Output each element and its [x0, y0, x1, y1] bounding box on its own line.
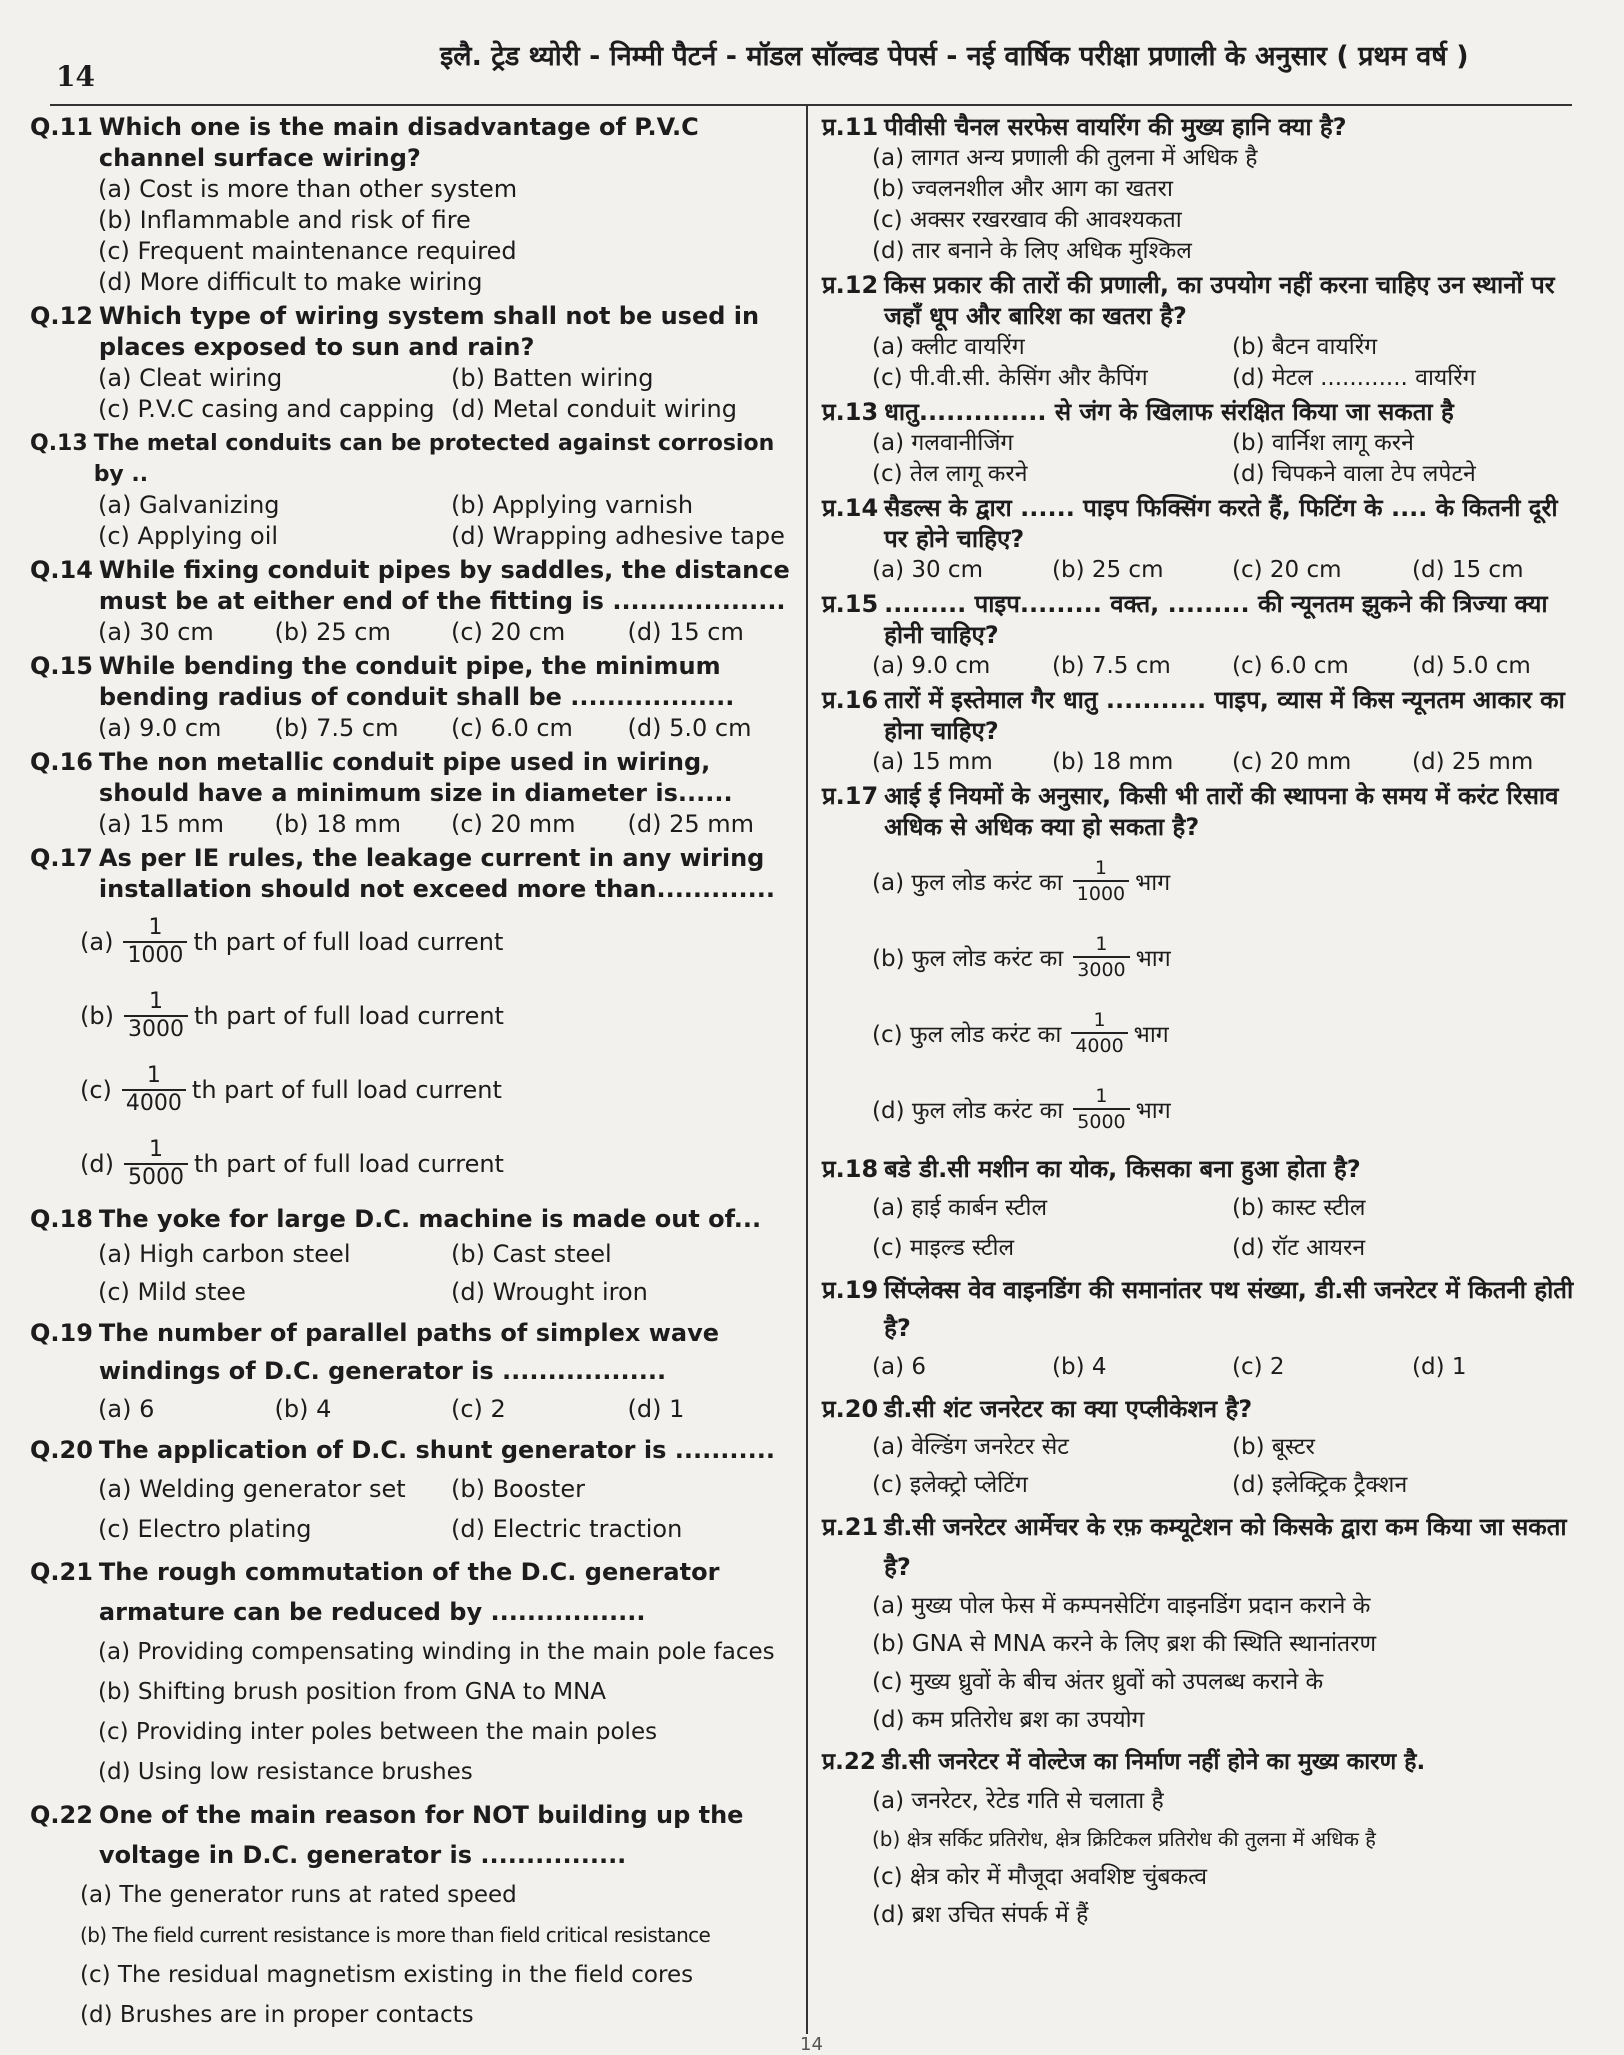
option-suffix: भाग	[1135, 870, 1171, 896]
option-c: (c) Providing inter poles between the main poles	[98, 1719, 658, 1745]
hindi-question-19	[822, 1271, 1582, 1387]
option-a: (a) 15 mm	[872, 749, 993, 775]
option-label: (c)	[80, 1076, 112, 1104]
option-b	[872, 919, 1582, 995]
option-b	[80, 979, 794, 1053]
fraction-denominator: 4000	[122, 1089, 186, 1117]
option-c: (c) 6.0 cm	[451, 714, 573, 742]
option-b: (b) 4	[274, 1395, 332, 1423]
option-label: (d)	[80, 1150, 114, 1178]
option-b: (b) Inflammable and risk of fire	[98, 206, 471, 234]
option-a: (a) हाई कार्बन स्टील	[872, 1195, 1048, 1221]
option-c: (c) माइल्ड स्टील	[872, 1235, 1015, 1261]
question-number: Q.20	[30, 1436, 93, 1464]
fraction-denominator: 4000	[1071, 1032, 1127, 1058]
option-d: (d) 1	[627, 1395, 685, 1423]
option-d	[872, 1071, 1582, 1147]
option-suffix: भाग	[1135, 1098, 1171, 1124]
fraction-numerator: 1	[1093, 1009, 1106, 1031]
option-a: (a) लागत अन्य प्रणाली की तुलना में अधिक है	[872, 145, 1258, 171]
question-number: प्र.12	[822, 271, 879, 299]
option-d: (d) तार बनाने के लिए अधिक मुश्किल	[872, 238, 1192, 264]
option-c: (c) अक्सर रखरखाव की आवश्यकता	[872, 207, 1182, 233]
option-d: (d) 25 mm	[1412, 749, 1534, 775]
fraction-numerator: 1	[148, 915, 163, 940]
option-d	[80, 1127, 794, 1201]
option-b: (b) Cast steel	[451, 1240, 612, 1268]
option-a: (a) 15 mm	[98, 810, 224, 838]
option-suffix: th part of full load current	[193, 1002, 504, 1030]
option-c: (c) तेल लागू करने	[872, 461, 1028, 487]
question-text: डी.सी शंट जनरेटर का क्या एप्लीकेशन है?	[884, 1395, 1253, 1423]
question-text: सैडल्स के द्वारा ...... पाइप फिक्सिंग करते हैं, फिटिंग के .... के कितनी दूरी पर होने चाहिए?	[884, 494, 1558, 553]
question-text: डी.सी जनरेटर आर्मेचर के रफ़ कम्यूटेशन को किसके द्वारा कम किया जा सकता है?	[884, 1513, 1567, 1581]
page-number: 14	[56, 60, 95, 93]
question-number: प्र.13	[822, 398, 879, 426]
hindi-question-21	[822, 1507, 1582, 1739]
option-suffix: th part of full load current	[193, 928, 504, 956]
option-b: (b) 7.5 cm	[1052, 653, 1171, 679]
question-text: तारों में इस्तेमाल गैर धातु ........... पाइप, व्यास में किस न्यूनतम आकार का होना चाहिए?	[884, 686, 1565, 745]
option-b: (b) 7.5 cm	[274, 714, 399, 742]
option-d: (d) 15 cm	[627, 618, 744, 646]
fraction	[1073, 932, 1129, 982]
option-a: (a) 30 cm	[872, 557, 983, 583]
question-number: Q.19	[30, 1319, 93, 1347]
option-d: (d) ब्रश उचित संपर्क में हैं	[872, 1902, 1089, 1928]
option-b: (b) कास्ट स्टील	[1232, 1195, 1366, 1221]
question-number: प्र.16	[822, 686, 879, 714]
option-c: (c) Electro plating	[98, 1515, 312, 1543]
fraction	[124, 1137, 188, 1191]
option-a: (a) Cleat wiring	[98, 364, 283, 392]
question-number: प्र.14	[822, 494, 879, 522]
option-c: (c) पी.वी.सी. केसिंग और कैपिंग	[872, 365, 1148, 391]
question-text: While fixing conduit pipes by saddles, the distance must be at either end of the fitting is ...................	[98, 556, 790, 615]
option-c: (c) इलेक्ट्रो प्लेटिंग	[872, 1472, 1028, 1498]
question-13	[30, 428, 794, 552]
fraction-numerator: 1	[148, 1137, 163, 1162]
option-a: (a) High carbon steel	[98, 1240, 351, 1268]
question-text: धातु.............. से जंग के खिलाफ संरक्षित किया जा सकता है	[884, 398, 1454, 426]
question-20	[30, 1431, 794, 1549]
option-d: (d) कम प्रतिरोध ब्रश का उपयोग	[872, 1707, 1145, 1733]
option-b: (b) Batten wiring	[451, 364, 654, 392]
question-number: Q.16	[30, 748, 93, 776]
option-d: (d) 5.0 cm	[1412, 653, 1531, 679]
option-a: (a) Welding generator set	[98, 1475, 406, 1503]
question-number: Q.11	[30, 113, 93, 141]
option-suffix: th part of full load current	[191, 1076, 502, 1104]
option-b: (b) 25 cm	[1052, 557, 1164, 583]
option-d: (d) 5.0 cm	[627, 714, 752, 742]
option-d: (d) इलेक्ट्रिक ट्रैक्शन	[1232, 1472, 1408, 1498]
question-text: डी.सी जनरेटर में वोल्टेज का निर्माण नहीं होने का मुख्य कारण है.	[881, 1749, 1426, 1775]
option-b: (b) Applying varnish	[451, 491, 694, 519]
option-b: (b) The field current resistance is more than field critical resistance	[80, 1923, 711, 1947]
option-b: (b) 18 mm	[274, 810, 402, 838]
question-number: प्र.17	[822, 782, 879, 810]
question-number: प्र.18	[822, 1155, 879, 1183]
option-c: (c) P.V.C casing and capping	[98, 395, 435, 423]
question-14	[30, 555, 794, 648]
option-c: (c) 20 mm	[451, 810, 576, 838]
option-d: (d) 1	[1412, 1354, 1467, 1380]
header-rule	[50, 104, 1572, 106]
option-a: (a) 30 cm	[98, 618, 214, 646]
question-text: सिंप्लेक्स वेव वाइनडिंग की समानांतर पथ संख्या, डी.सी जनरेटर में कितनी होती है?	[884, 1276, 1574, 1342]
question-text: While bending the conduit pipe, the minimum bending radius of conduit shall be ..................	[98, 652, 735, 711]
option-c: (c) क्षेत्र कोर में मौजूदा अवशिष्ट चुंबकत्व	[872, 1864, 1208, 1890]
option-d: (d) Wrapping adhesive tape	[451, 522, 785, 550]
question-number: Q.13	[30, 431, 88, 456]
question-number: Q.15	[30, 652, 93, 680]
option-d: (d) मेटल ............ वायरिंग	[1232, 365, 1476, 391]
option-b: (b) 18 mm	[1052, 749, 1174, 775]
fraction	[123, 915, 187, 969]
option-c: (c) Frequent maintenance required	[98, 237, 517, 265]
question-text: The metal conduits can be protected against corrosion by ..	[93, 431, 775, 487]
english-column	[30, 112, 794, 2038]
option-label: (d) फुल लोड करंट का	[872, 1098, 1064, 1124]
hindi-question-13	[822, 397, 1582, 490]
option-b: (b) 4	[1052, 1354, 1107, 1380]
question-text: Which type of wiring system shall not be used in places exposed to sun and rain?	[98, 302, 760, 361]
question-number: प्र.22	[822, 1749, 876, 1775]
question-number: Q.12	[30, 302, 93, 330]
question-number: प्र.11	[822, 113, 879, 141]
question-text: The application of D.C. shunt generator is ...........	[98, 1436, 776, 1464]
option-c: (c) 6.0 cm	[1232, 653, 1349, 679]
option-suffix: th part of full load current	[193, 1150, 504, 1178]
hindi-question-18	[822, 1150, 1582, 1268]
option-a: (a) Providing compensating winding in the main pole faces	[98, 1639, 775, 1665]
question-text: As per IE rules, the leakage current in any wiring installation should not exceed more than.............	[98, 844, 775, 903]
option-d: (d) Electric traction	[451, 1515, 683, 1543]
option-c: (c) Mild stee	[98, 1278, 246, 1306]
question-text: किस प्रकार की तारों की प्रणाली, का उपयोग नहीं करना चाहिए उन स्थानों पर जहाँ धूप और बारिश का खतरा है?	[884, 271, 1555, 330]
option-c	[872, 995, 1582, 1071]
option-d: (d) चिपकने वाला टेप लपेटने	[1232, 461, 1476, 487]
question-text: आई ई नियमों के अनुसार, किसी भी तारों की स्थापना के समय में करंट रिसाव अधिक से अधिक क्या हो सकता है?	[884, 782, 1559, 841]
question-15	[30, 651, 794, 744]
option-a: (a) Galvanizing	[98, 491, 280, 519]
hindi-question-22	[822, 1742, 1582, 1934]
fraction	[1073, 1084, 1129, 1134]
option-b: (b) बैटन वायरिंग	[1232, 334, 1378, 360]
option-d: (d) Wrought iron	[451, 1278, 648, 1306]
fraction-denominator: 5000	[124, 1163, 188, 1191]
option-d: (d) Using low resistance brushes	[98, 1759, 473, 1785]
option-label: (b)	[80, 1002, 114, 1030]
question-text: ......... पाइप......... वक्त, ......... की न्यूनतम झुकने की त्रिज्या क्या होनी चाहिए?	[884, 590, 1548, 649]
option-b: (b) बूस्टर	[1232, 1434, 1315, 1460]
hindi-question-15	[822, 589, 1582, 682]
question-text: One of the main reason for NOT building up the voltage in D.C. generator is ................	[98, 1801, 744, 1869]
question-number: प्र.19	[822, 1276, 879, 1304]
option-b: (b) Booster	[451, 1475, 585, 1503]
fraction	[124, 989, 188, 1043]
fraction-denominator: 3000	[1073, 956, 1129, 982]
option-a: (a) Cost is more than other system	[98, 175, 518, 203]
option-d: (d) रॉट आयरन	[1232, 1235, 1366, 1261]
fraction-numerator: 1	[1095, 1085, 1108, 1107]
question-12	[30, 301, 794, 425]
fraction	[122, 1063, 186, 1117]
running-header: इलै. ट्रेड थ्योरी - निम्मी पैटर्न - मॉडल सॉल्वड पेपर्स - नई वार्षिक परीक्षा प्रणाली के अनुसार ( प्रथम वर्ष )	[440, 41, 1469, 72]
fraction-numerator: 1	[1095, 933, 1108, 955]
question-number: प्र.20	[822, 1395, 879, 1423]
option-d: (d) Brushes are in proper contacts	[80, 2002, 474, 2028]
option-label: (a)	[80, 928, 114, 956]
fraction-numerator: 1	[146, 1063, 161, 1088]
option-d: (d) More difficult to make wiring	[98, 268, 483, 296]
fraction-denominator: 5000	[1073, 1108, 1129, 1134]
question-text: The rough commutation of the D.C. generator armature can be reduced by .................	[98, 1558, 720, 1626]
option-b: (b) वार्निश लागू करने	[1232, 430, 1414, 456]
fraction	[1071, 1008, 1127, 1058]
option-c	[80, 1053, 794, 1127]
hindi-question-16	[822, 685, 1582, 778]
option-label: (a) फुल लोड करंट का	[872, 870, 1063, 896]
hindi-question-20	[822, 1390, 1582, 1504]
option-c: (c) 20 cm	[451, 618, 566, 646]
fraction-numerator: 1	[148, 989, 163, 1014]
option-a: (a) 6	[98, 1395, 155, 1423]
option-a: (a) वेल्डिंग जनरेटर सेट	[872, 1434, 1069, 1460]
option-a: (a) क्लीट वायरिंग	[872, 334, 1025, 360]
question-text: Which one is the main disadvantage of P.V.C channel surface wiring?	[98, 113, 699, 172]
question-11	[30, 112, 794, 298]
hindi-question-17	[822, 781, 1582, 1147]
question-16	[30, 747, 794, 840]
question-21	[30, 1552, 794, 1792]
question-number: Q.18	[30, 1205, 93, 1233]
option-a: (a) 6	[872, 1354, 926, 1380]
option-c: (c) 2	[451, 1395, 506, 1423]
question-number: Q.14	[30, 556, 93, 584]
hindi-column	[822, 112, 1582, 1937]
question-text: The non metallic conduit pipe used in wiring, should have a minimum size in diameter is......	[98, 748, 733, 807]
question-22	[30, 1795, 794, 2035]
fraction-denominator: 1000	[123, 941, 187, 969]
option-c: (c) The residual magnetism existing in the field cores	[80, 1962, 694, 1988]
question-number: प्र.15	[822, 590, 879, 618]
option-a: (a) The generator runs at rated speed	[80, 1882, 517, 1908]
question-text: The yoke for large D.C. machine is made out of...	[98, 1205, 762, 1233]
question-text: पीवीसी चैनल सरफेस वायरिंग की मुख्य हानि क्या है?	[884, 113, 1347, 141]
option-suffix: भाग	[1133, 1022, 1169, 1048]
question-19	[30, 1314, 794, 1428]
option-a: (a) 9.0 cm	[98, 714, 222, 742]
question-text: बडे डी.सी मशीन का योक, किसका बना हुआ होता है?	[884, 1155, 1361, 1183]
fraction-numerator: 1	[1094, 857, 1107, 879]
hindi-question-14	[822, 493, 1582, 586]
option-d: (d) 15 cm	[1412, 557, 1524, 583]
option-c: (c) 2	[1232, 1354, 1285, 1380]
option-c: (c) 20 cm	[1232, 557, 1342, 583]
question-number: Q.22	[30, 1801, 93, 1829]
option-b: (b) GNA से MNA करने के लिए ब्रश की स्थिति स्थानांतरण	[872, 1631, 1377, 1657]
option-c: (c) मुख्य ध्रुवों के बीच अंतर ध्रुवों को उपलब्ध कराने के	[872, 1669, 1324, 1695]
question-18	[30, 1204, 794, 1311]
option-a: (a) 9.0 cm	[872, 653, 991, 679]
question-number: Q.17	[30, 844, 93, 872]
option-b: (b) क्षेत्र सर्किट प्रतिरोध, क्षेत्र क्रिटिकल प्रतिरोध की तुलना में अधिक है	[872, 1827, 1376, 1851]
hindi-question-12	[822, 270, 1582, 394]
fraction	[1073, 856, 1129, 906]
footer-page-mark: 14	[800, 2034, 823, 2055]
option-label: (c) फुल लोड करंट का	[872, 1022, 1062, 1048]
option-b: (b) ज्वलनशील और आग का खतरा	[872, 176, 1173, 202]
option-d: (d) Metal conduit wiring	[451, 395, 737, 423]
option-suffix: भाग	[1135, 946, 1171, 972]
option-b: (b) 25 cm	[274, 618, 391, 646]
option-a: (a) गलवानीजिंग	[872, 430, 1014, 456]
question-number: Q.21	[30, 1558, 93, 1586]
option-c: (c) Applying oil	[98, 522, 279, 550]
question-17	[30, 843, 794, 1201]
option-a: (a) जनरेटर, रेटेड गति से चलाता है	[872, 1788, 1164, 1814]
fraction-denominator: 3000	[124, 1015, 188, 1043]
option-a	[80, 905, 794, 979]
option-a: (a) मुख्य पोल फेस में कम्पनसेटिंग वाइनडिंग प्रदान कराने के	[872, 1593, 1371, 1619]
option-b: (b) Shifting brush position from GNA to MNA	[98, 1679, 607, 1705]
question-text: The number of parallel paths of simplex wave windings of D.C. generator is ..................	[98, 1319, 720, 1385]
option-label: (b) फुल लोड करंट का	[872, 946, 1064, 972]
column-divider	[806, 104, 808, 2034]
hindi-question-11	[822, 112, 1582, 267]
option-d: (d) 25 mm	[627, 810, 755, 838]
question-number: प्र.21	[822, 1513, 879, 1541]
option-c: (c) 20 mm	[1232, 749, 1352, 775]
option-a	[872, 843, 1582, 919]
fraction-denominator: 1000	[1073, 880, 1129, 906]
